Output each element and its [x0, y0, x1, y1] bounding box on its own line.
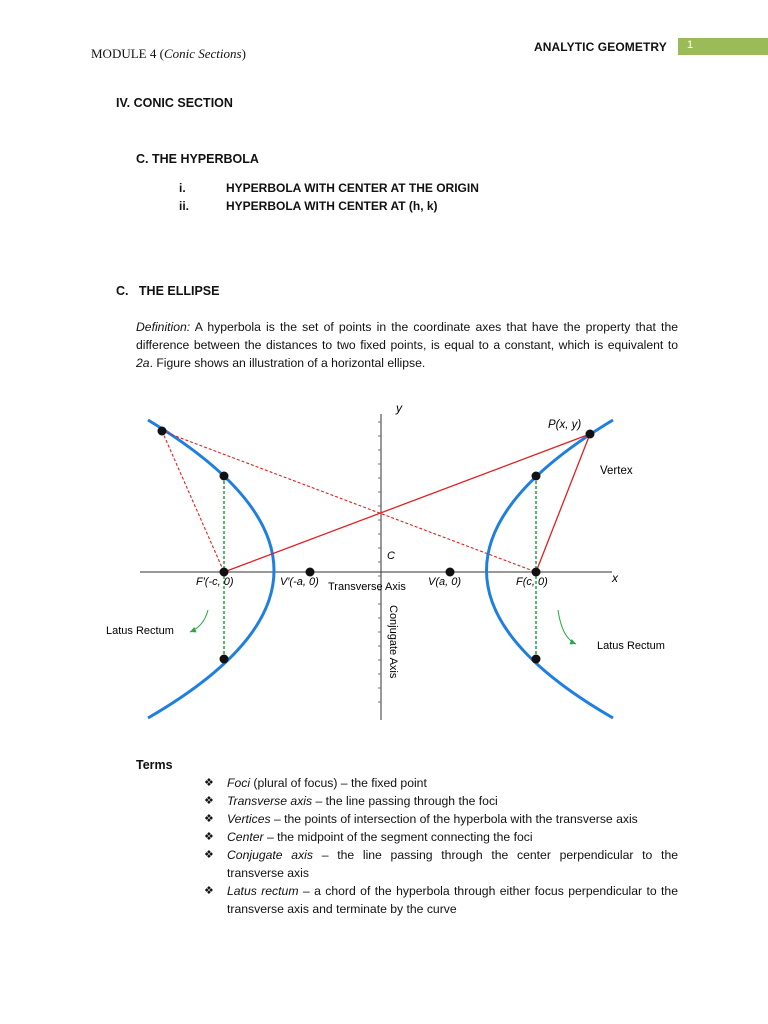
bullet-icon: ❖ [204, 849, 214, 861]
bullet-icon: ❖ [204, 795, 214, 807]
list-item-text: HYPERBOLA WITH CENTER AT (h, k) [226, 199, 438, 213]
terms-list [204, 774, 678, 918]
bullet-icon: ❖ [204, 831, 214, 843]
list-item [204, 774, 678, 792]
bullet-icon: ❖ [204, 813, 214, 825]
right-vertex-label: V(a, 0) [428, 576, 462, 588]
module-topic: Conic Sections [163, 46, 242, 61]
axis-ticks [378, 422, 381, 702]
terms-heading: Terms [136, 758, 173, 772]
center-label: C [387, 550, 395, 562]
ellipse-heading: C. THE ELLIPSE [116, 284, 220, 298]
term-desc: – the line passing through the center perpendicular to the transverse axis [227, 848, 679, 880]
list-item [204, 792, 678, 810]
list-item [204, 846, 678, 882]
y-axis-label: y [396, 401, 402, 415]
term-name: Foci [227, 776, 251, 790]
term-name: Transverse axis [227, 794, 313, 808]
list-item [204, 882, 678, 918]
hyperbola-right-branch [487, 420, 614, 718]
point-p-label: P(x, y) [548, 419, 582, 431]
list-item [204, 810, 678, 828]
term-desc: – the points of intersection of the hyperbola with the transverse axis [270, 812, 638, 826]
latus-endpoint [220, 472, 229, 481]
definition-label: Definition: [136, 320, 191, 334]
focal-line-dashed [162, 431, 224, 572]
latus-rectum-label-right: Latus Rectum [597, 640, 665, 652]
hyperbola-left-branch [148, 420, 274, 718]
focal-line-dashed [162, 431, 536, 572]
term-name: Vertices [227, 812, 271, 826]
vertex-label: Vertex [600, 465, 633, 477]
term-desc: (plural of focus) – the fixed point [250, 776, 427, 790]
latus-endpoint [532, 655, 541, 664]
list-item [204, 828, 678, 846]
point-p [586, 430, 595, 439]
definition-paragraph: Definition: A hyperbola is the set of points in the coordinate axes that have the property that the difference between the distances to two fixed points, is equal to a constant, which is equivalent to 2a. Figure shows an illustration of a horizontal ellipse. [136, 320, 678, 370]
list-item-number: i. [179, 181, 186, 195]
right-focus-label: F(c, 0) [516, 576, 548, 588]
subsection-heading: C. THE HYPERBOLA [136, 152, 259, 166]
term-desc: – a chord of the hyperbola through either focus perpendicular to the transverse axis and terminate by the curve [227, 884, 678, 916]
point-p-left [158, 427, 167, 436]
list-item-text: HYPERBOLA WITH CENTER AT THE ORIGIN [226, 181, 479, 195]
definition-variable: 2a [136, 356, 150, 370]
latus-arrow-left [190, 610, 208, 632]
bullet-icon: ❖ [204, 777, 214, 789]
left-vertex-label: V′(-a, 0) [280, 576, 319, 588]
left-focus-label: F′(-c, 0) [196, 576, 234, 588]
transverse-axis-label: Transverse Axis [328, 581, 406, 593]
bullet-icon: ❖ [204, 885, 214, 897]
latus-rectum-label-left: Latus Rectum [106, 625, 174, 637]
latus-arrow-right [558, 610, 576, 644]
term-name: Conjugate axis [227, 848, 313, 862]
latus-endpoint [532, 472, 541, 481]
x-axis-label: x [612, 571, 618, 585]
module-header: MODULE 4 (Conic Sections) [91, 46, 246, 61]
hyperbola-figure [100, 392, 680, 732]
course-title: ANALYTIC GEOMETRY [534, 40, 667, 54]
term-desc: – the line passing through the foci [312, 794, 498, 808]
term-name: Latus rectum [227, 884, 299, 898]
term-desc: – the midpoint of the segment connecting the foci [263, 830, 533, 844]
page-number: 1 [687, 39, 694, 51]
latus-endpoint [220, 655, 229, 664]
conjugate-axis-label: Conjugate Axis [387, 605, 399, 679]
focal-line-solid [224, 434, 590, 572]
term-name: Center [227, 830, 264, 844]
section-heading: IV. CONIC SECTION [116, 96, 233, 110]
list-item-number: ii. [179, 199, 190, 213]
